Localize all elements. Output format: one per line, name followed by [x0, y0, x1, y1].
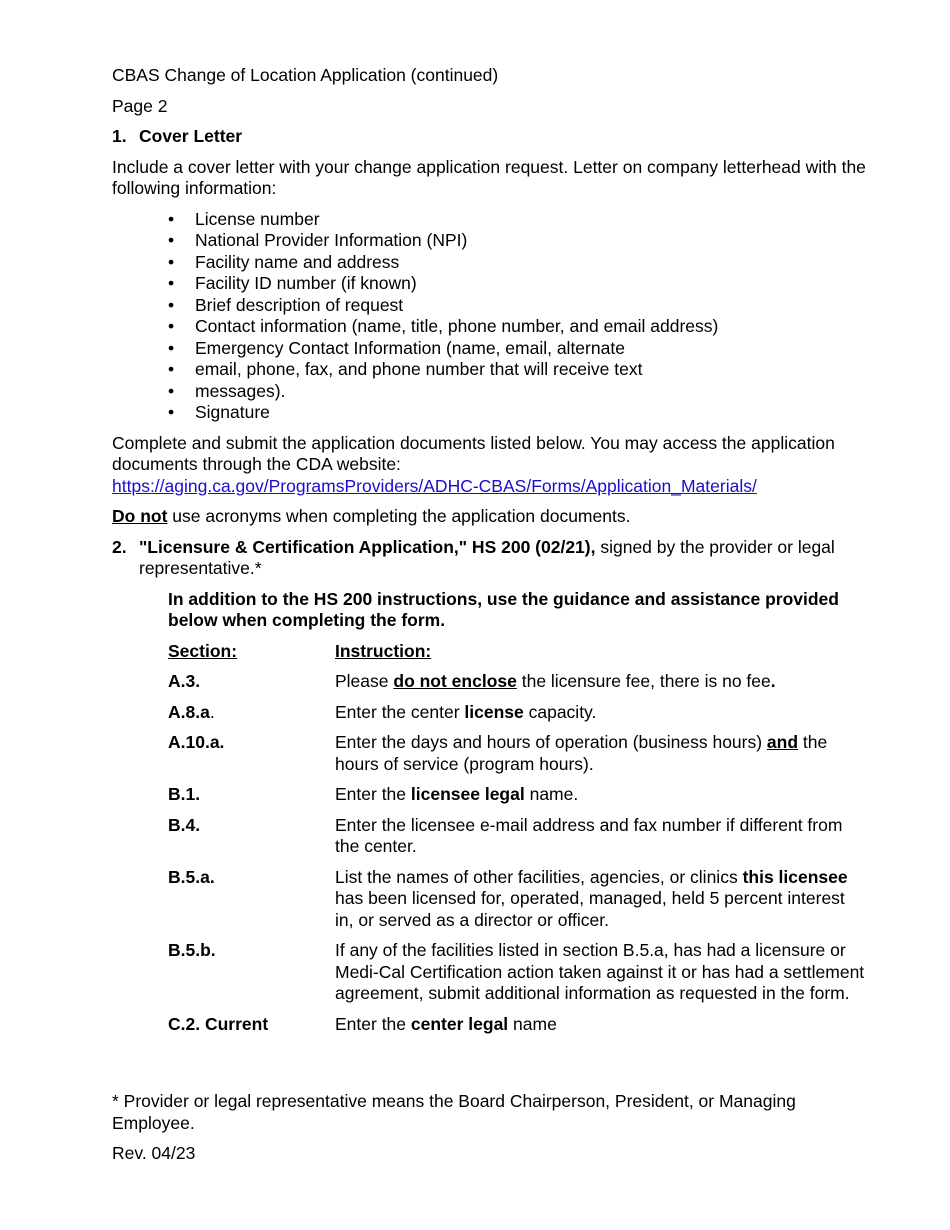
list-item: • Brief description of request: [168, 294, 404, 315]
section-1-number: 1.: [112, 126, 127, 146]
section-code: A.8.a.: [168, 701, 215, 722]
instruction-text: Enter the licensee legal name.: [335, 784, 579, 804]
instruction-text: List the names of other facilities, agencies, or clinics this licensee has been licensed for, operated, managed, held 5 percent interest in, or served as a director or officer.: [335, 866, 848, 930]
section-code: B.5.a.: [168, 866, 215, 887]
instruction-text: Please do not enclose the licensure fee, there is no fee.: [335, 671, 776, 691]
table-row: [168, 702, 868, 733]
bullet-icon: •: [168, 316, 175, 336]
bullet-icon: •: [168, 230, 175, 250]
section-1-title: Cover Letter: [139, 126, 243, 146]
do-not-emphasis: Do not: [112, 506, 168, 526]
list-item: • email, phone, fax, and phone number that will receive text: [168, 359, 643, 379]
bullet-icon: •: [168, 402, 175, 422]
footnote: * Provider or legal representative means the Board Chairperson, President, or Managing Employee.: [112, 1091, 796, 1133]
instruction-text: Enter the days and hours of operation (business hours) and the hours of service (program hours).: [335, 732, 828, 774]
submit-instructions: [112, 433, 872, 498]
list-item: • Facility name and address: [168, 251, 400, 272]
section-code: A.10.a.: [168, 732, 225, 752]
section-2-heading: [112, 537, 872, 580]
bullet-icon: •: [168, 359, 175, 379]
document-page: [112, 65, 872, 1044]
section-2-number: 2.: [112, 536, 127, 557]
instruction-text: If any of the facilities listed in section B.5.a, has had a licensure or Medi-Cal Certification action taken against it or has had a settlement agreement, submit additional information as requested in the form.: [335, 940, 865, 1003]
page-number: Page 2: [112, 95, 168, 116]
section-code: C.2. Current: [168, 1013, 269, 1034]
bullet-icon: •: [168, 294, 175, 315]
table-row: [168, 732, 868, 784]
bullet-icon: •: [168, 273, 175, 293]
list-item: • National Provider Information (NPI): [168, 230, 468, 250]
table-row: [168, 671, 868, 702]
cover-letter-intro: Include a cover letter with your change application request. Letter on company letterhead with the following information:: [112, 156, 866, 198]
table-row: [168, 1014, 868, 1045]
application-materials-link[interactable]: https://aging.ca.gov/ProgramsProviders/ADHC-CBAS/Forms/Application_Materials/: [112, 475, 757, 496]
revision-date: Rev. 04/23: [112, 1143, 196, 1163]
bullet-icon: •: [168, 208, 175, 229]
list-item: • messages).: [168, 380, 286, 401]
acronym-note-text: use acronyms when completing the application documents.: [167, 506, 631, 526]
section-code: B.1.: [168, 784, 201, 804]
submit-text: Complete and submit the application documents listed below. You may access the application documents through the CDA website:: [112, 432, 835, 474]
table-row: [168, 867, 868, 941]
instruction-text: Enter the center license capacity.: [335, 701, 597, 722]
bullet-icon: •: [168, 380, 175, 401]
instruction-text: Enter the center legal name: [335, 1013, 557, 1034]
list-item: • Contact information (name, title, phone number, and email address): [168, 316, 719, 336]
table-row: [168, 784, 868, 815]
cover-letter-list: [112, 209, 872, 424]
list-item: • Signature: [168, 402, 270, 422]
acronym-note: [112, 506, 872, 528]
table-header-row: [168, 641, 868, 672]
list-item: • License number: [168, 208, 320, 229]
list-item: • Facility ID number (if known): [168, 273, 417, 293]
section-code: A.3.: [168, 671, 201, 691]
section-code: B.5.b.: [168, 940, 216, 960]
section-2-title-rest: signed by the provider or legal representative.*: [139, 536, 835, 578]
section-2-title: "Licensure & Certification Application," HS 200 (02/21),: [139, 536, 596, 557]
table-row: [168, 940, 868, 1014]
section-2-text: [139, 537, 872, 580]
bullet-icon: •: [168, 337, 175, 358]
section-1-heading: [112, 126, 872, 148]
column-header-section: Section:: [168, 640, 238, 661]
section-code: B.4.: [168, 814, 201, 835]
instruction-table: [168, 641, 868, 1045]
bullet-icon: •: [168, 251, 175, 272]
list-item: • Emergency Contact Information (name, email, alternate: [168, 337, 625, 358]
guidance-note: In addition to the HS 200 instructions, use the guidance and assistance provided below when completing the form.: [168, 588, 839, 630]
table-row: [168, 815, 868, 867]
column-header-instruction: Instruction:: [335, 640, 432, 661]
instruction-text: Enter the licensee e-mail address and fax number if different from the center.: [335, 814, 843, 856]
document-title: CBAS Change of Location Application (continued): [112, 65, 499, 85]
